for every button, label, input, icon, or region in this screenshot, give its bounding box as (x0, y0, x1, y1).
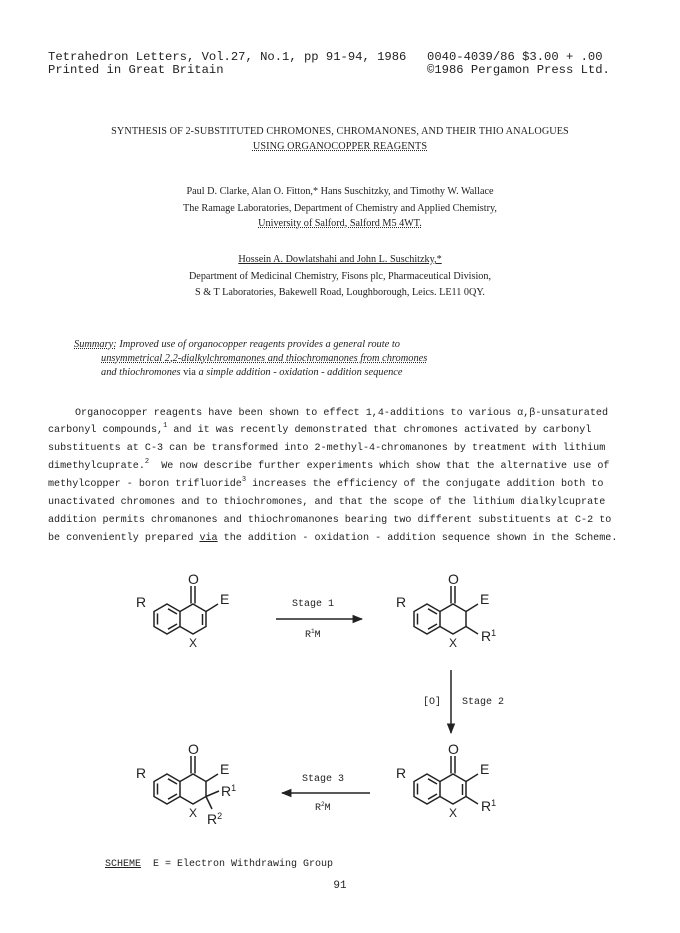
stage1-label: Stage 1 (292, 599, 335, 610)
disubstituted-chromanone-structure (154, 756, 219, 809)
body-line-1: Organocopper reagents have been shown to effect 1,4-additions to various α,β-unsaturated (75, 408, 609, 419)
body-line-2 (48, 422, 592, 436)
label-R: R (136, 594, 147, 610)
ref-1: 1 (163, 422, 168, 430)
label-E: E (220, 761, 230, 777)
label-X: X (449, 636, 458, 650)
chromone-structure (154, 586, 218, 634)
summary-line1 (74, 339, 400, 350)
substituted-chromone-structure (414, 756, 478, 804)
label-X: X (449, 806, 458, 820)
page-number: 91 (333, 880, 347, 892)
label-R: R (396, 594, 407, 610)
reagent3-R: R (315, 803, 322, 814)
label-R: R (396, 765, 407, 781)
reagent3-sup: 2 (321, 801, 325, 808)
body-line-3: substituents at C-3 can be transformed into 2-methyl-4-chromanones by treatment with lithium (48, 443, 606, 454)
label-R1-sup: 1 (231, 783, 237, 793)
label-O: O (188, 571, 199, 587)
label-X: X (189, 636, 198, 650)
publisher-copyright: ©1986 Pergamon Press Ltd. (427, 63, 610, 77)
summary-text-1: Improved use of organocopper reagents provides a general route to (116, 339, 400, 350)
label-X: X (189, 806, 198, 820)
body-line-6: unactivated chromones and to thiochromones, and that the scope of the lithium dialkylcuprate (48, 497, 606, 508)
label-R1 (481, 628, 496, 644)
label-R2-base: R (207, 811, 218, 827)
reaction-scheme (0, 560, 680, 910)
body-line-2b: and it was recently demonstrated that chromones activated by carbonyl (167, 425, 592, 436)
affiliation-1-line2: University of Salford, Salford M5 4WT. (258, 218, 422, 229)
label-E: E (480, 591, 490, 607)
body-line-4a: dimethylcuprate. (48, 461, 145, 472)
label-R2-sup: 2 (217, 811, 223, 821)
label-O: O (188, 741, 199, 757)
reagent3-M: M (324, 803, 331, 814)
summary-line3 (101, 367, 403, 378)
label-R1-sup: 1 (491, 798, 497, 808)
body-line-8b: the addition - oxidation - addition sequence shown in the Scheme. (217, 533, 618, 544)
affiliation-1-line1: The Ramage Laboratories, Department of Chemistry and Applied Chemistry, (183, 203, 497, 214)
body-line-7: addition permits chromanones and thiochromanones bearing two different substituents at C-2 to (48, 515, 612, 526)
body-line-5 (48, 476, 604, 490)
summary-text-3b: a simple addition - oxidation - addition sequence (195, 367, 403, 378)
scheme-caption (105, 859, 333, 870)
journal-citation: Tetrahedron Letters, Vol.27, No.1, pp 91-94, 1986 (48, 50, 407, 64)
ref-2: 2 (144, 458, 150, 466)
reagent1-sup: 1 (311, 628, 315, 635)
paper-title-line2: USING ORGANOCOPPER REAGENTS (252, 141, 428, 152)
body-line-5a: methylcopper - boron trifluoride (48, 479, 242, 490)
article-code: 0040-4039/86 $3.00 + .00 (427, 50, 603, 64)
body-line-8 (48, 533, 617, 544)
author-list-1: Paul D. Clarke, Alan O. Fitton,* Hans Suschitzky, and Timothy W. Wallace (186, 186, 494, 197)
stage3-reagent (315, 801, 331, 814)
body-line-5b: increases the efficiency of the conjugate addition both to (246, 479, 604, 490)
summary-text-3a: and thiochromones (101, 367, 184, 378)
body-line-4b: We now describe further experiments which show that the alternative use of (149, 461, 610, 472)
summary-line2: unsymmetrical 2,2-dialkylchromanones and thiochromanones from chromones (101, 353, 428, 364)
label-O: O (448, 571, 459, 587)
label-R1-base: R (481, 798, 492, 814)
summary-label: Summary: (74, 339, 117, 350)
paper-title-line1: SYNTHESIS OF 2-SUBSTITUTED CHROMONES, CHROMANONES, AND THEIR THIO ANALOGUES (111, 126, 569, 137)
body-line-8a: be conveniently prepared (48, 533, 200, 544)
label-R1-sup: 1 (491, 628, 497, 638)
label-R1 (481, 798, 496, 814)
stage2-label: Stage 2 (462, 697, 505, 708)
label-R1 (221, 783, 236, 799)
label-R: R (136, 765, 147, 781)
affiliation-2-line1: Department of Medicinal Chemistry, Fisons plc, Pharmaceutical Division, (188, 271, 492, 282)
body-via: via (199, 533, 218, 544)
scheme-caption-label: SCHEME (105, 859, 142, 870)
printed-in: Printed in Great Britain (48, 63, 224, 77)
stage1-reagent (305, 628, 321, 641)
body-line-2a: carbonyl compounds, (48, 425, 164, 436)
label-O: O (448, 741, 459, 757)
scheme-caption-text: E = Electron Withdrawing Group (141, 859, 334, 870)
label-E: E (220, 591, 230, 607)
body-line-4 (48, 458, 610, 472)
label-E: E (480, 761, 490, 777)
label-R1-base: R (481, 628, 492, 644)
summary-via: via (183, 367, 196, 378)
chromanone-structure (414, 586, 478, 634)
label-R2 (207, 811, 222, 827)
oxidant-label: [O] (423, 697, 442, 708)
stage3-label: Stage 3 (302, 774, 345, 785)
label-R1-base: R (221, 783, 232, 799)
reagent1-R: R (305, 630, 312, 641)
author-list-2: Hossein A. Dowlatshahi and John L. Suschitzky,* (238, 254, 442, 265)
affiliation-2-line2: S & T Laboratories, Bakewell Road, Loughborough, Leics. LE11 0QY. (195, 287, 485, 298)
ref-3: 3 (241, 476, 247, 484)
reagent1-M: M (314, 630, 321, 641)
